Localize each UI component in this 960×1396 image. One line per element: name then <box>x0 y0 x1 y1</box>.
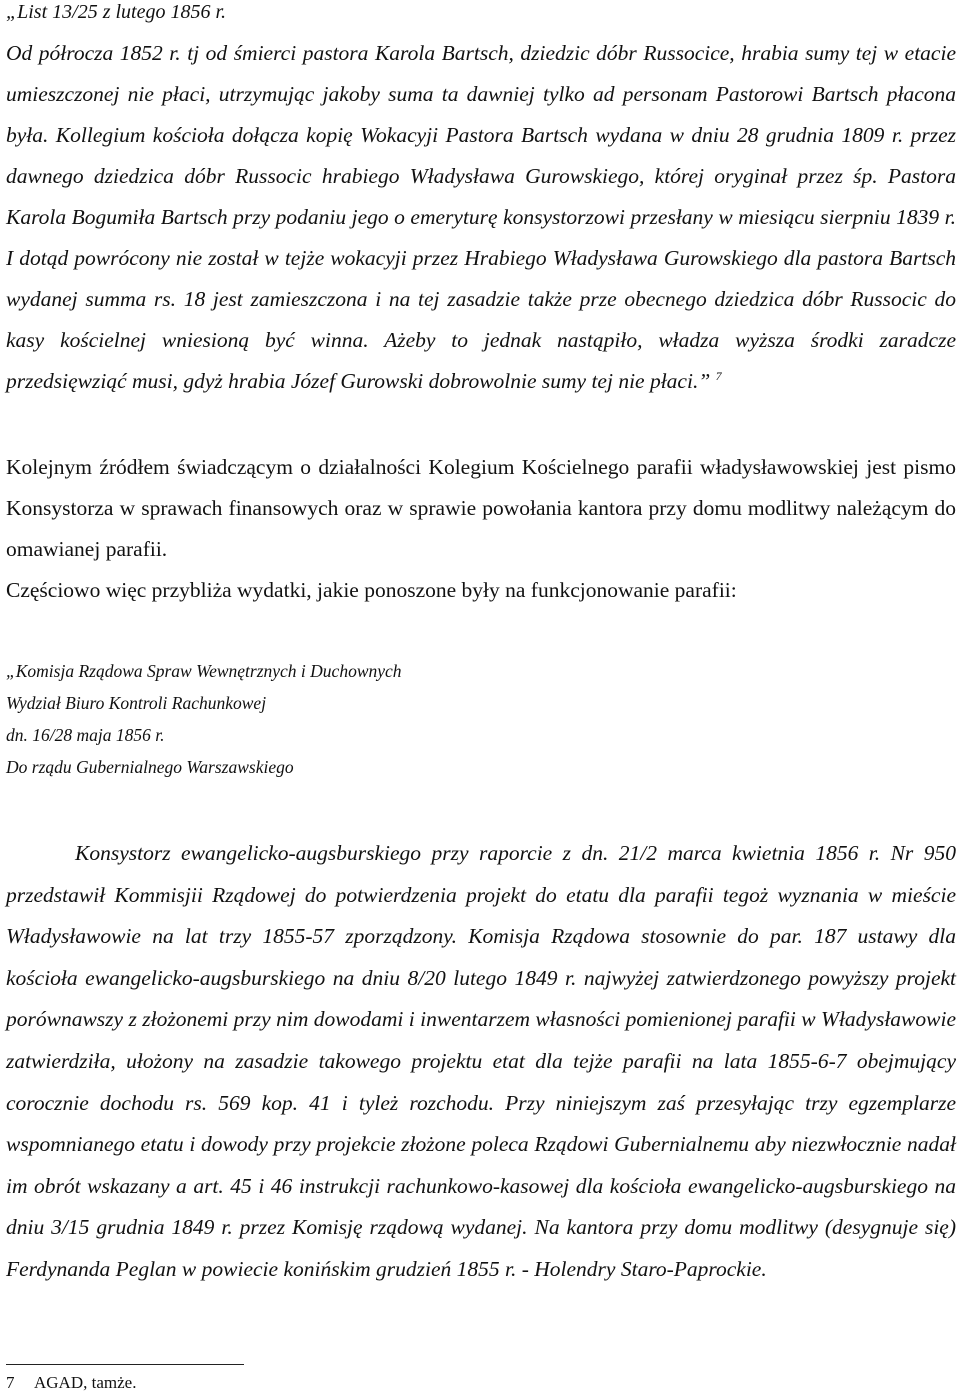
letter-body: Od półrocza 1852 r. tj od śmierci pastora Karola Bartsch, dziedzic dóbr Russocice, hrabia sumy tej w etacie umieszczonej nie płaci, utrzymując jakoby suma ta dawniej tylko ad personam Pastorowi Bartsch płacona była. Kollegium kościoła dołącza kopię Wokacyji Pastora Bartsch wydana w dniu 28 grudnia 1809 r. przez dawnego dziedzica dóbr Russocic hrabiego Władysława Gurowskiego, której oryginał przez śp. Pastora Karola Bogumiła Bartsch przy podaniu jego o emeryturę konsystorzowi przesłany w miesiącu sierpniu 1839 r. I dotąd powrócony nie został w tejże wokacyji przez Hrabiego Władysława Gurowskiego dla pastora Bartsch wydanej summa rs. 18 jest zamieszczona i na tej zasadzie także prze obecnego dziedzica dóbr Russocic do kasy kościelnej wniesioną być winna. Ażeby to jednak nastąpiło, władza wyższa środki zaradcze przedsięwziąć musi, gdyż hrabia Józef Gurowski dobrowolnie sumy tej nie płaci.” <box>6 41 956 393</box>
body-paragraph: Częściowo więc przybliża wydatki, jakie ponoszone były na funkcjonowanie parafii: <box>6 578 737 602</box>
body-paragraph: Kolejnym źródłem świadczącym o działalności Kolegium Kościelnego parafii władysławowskiej jest pismo Konsystorza w sprawach finansowych oraz w sprawie powołania kantora przy domu modlitwy należącym do omawianej parafii. <box>6 455 956 561</box>
footnote-text: AGAD, tamże. <box>34 1373 137 1392</box>
quoted-document-body: Konsystorz ewangelicko-augsburskiego przy raporcie z dn. 21/2 marca kwietnia 1856 r. Nr 950 przedstawił Kommisjii Rządowej do potwierdzenia projekt do etatu dla parafii tegoż wyznania w mieście Władysławowie na lat trzy 1855-57 zporządzony. Komisja Rządowa stosownie do par. 187 ustawy dla kościoła ewangelicko-augsburskiego na dniu 8/20 lutego 1849 r. najwyżej zatwierdzonego powyższy projekt porównawszy z złożonemi przy nim dowodami i inwentarzem własności pomienionej parafii w Władysławowie zatwierdziła, ułożony na zasadzie takowego projektu etat dla tejże parafii na lata 1855-6-7 obejmujący corocznie dochodu rs. 569 kop. 41 i tyleż rozchodu. Przy niniejszym zaś przesyłając trzy egzemplarze wspomnianego etatu i dowody przy projekcie złożone poleca Rządowi Gubernialnemu aby niezwłocznie nadał im obrót wskazany a art. 45 i 46 instrukcji rachunkowo-kasowej dla kościoła ewangelicko-augsburskiego na dniu 3/15 grudnia 1849 r. przez Komisję rządową wydanej. Na kantora przy domu modlitwy (desygnuje się) Ferdynanda Peglan w powiecie konińskim grudzień 1855 r. - Holendry Staro-Paprockie. <box>6 841 956 1281</box>
letter-text <box>6 33 956 402</box>
quoted-document-header <box>6 655 956 783</box>
header-line: Do rządu Gubernialnego Warszawskiego <box>6 757 294 777</box>
header-line: „Komisja Rządowa Spraw Wewnętrznych i Duchownych <box>6 661 402 681</box>
quoted-document-text <box>6 833 956 1291</box>
header-line: Wydział Biuro Kontroli Rachunkowej <box>6 693 267 713</box>
footnote <box>6 1372 136 1394</box>
footnote-reference: 7 <box>715 368 722 383</box>
footnote-number: 7 <box>6 1373 15 1392</box>
footnote-separator <box>6 1364 244 1365</box>
document-page <box>6 0 956 1291</box>
header-line: dn. 16/28 maja 1856 r. <box>6 725 165 745</box>
letter-heading: „List 13/25 z lutego 1856 r. <box>6 1 227 23</box>
quoted-letter <box>6 0 956 402</box>
